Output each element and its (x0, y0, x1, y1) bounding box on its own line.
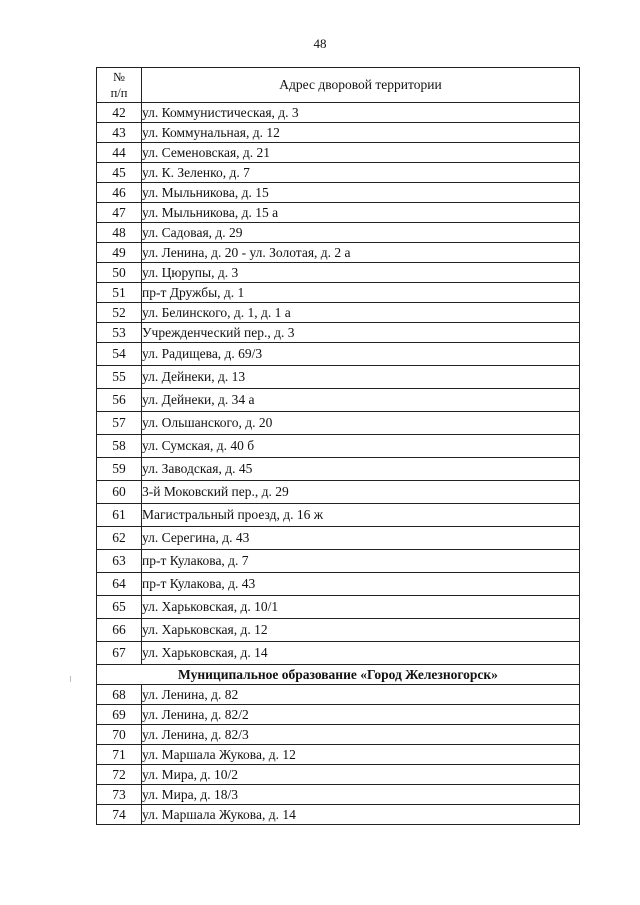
page-number: 48 (313, 36, 327, 51)
section-title: Муниципальное образование «Город Железногорск» (97, 665, 580, 685)
table-header-row (97, 68, 580, 103)
row-number: 60 (97, 481, 142, 504)
row-number: 46 (97, 183, 142, 203)
table-row (97, 504, 580, 527)
row-number: 51 (97, 283, 142, 303)
column-header-number-line1: № (113, 70, 125, 84)
table-body (97, 103, 580, 825)
row-number: 73 (97, 785, 142, 805)
table-row (97, 343, 580, 366)
row-address: Магистральный проезд, д. 16 ж (142, 504, 580, 527)
table-row (97, 143, 580, 163)
row-number: 69 (97, 705, 142, 725)
row-number: 52 (97, 303, 142, 323)
table-row (97, 765, 580, 785)
row-address: ул. Дейнеки, д. 13 (142, 366, 580, 389)
row-number: 44 (97, 143, 142, 163)
row-address: пр-т Кулакова, д. 43 (142, 573, 580, 596)
row-address: ул. Маршала Жукова, д. 14 (142, 805, 580, 825)
row-number: 49 (97, 243, 142, 263)
table-row (97, 596, 580, 619)
table-row (97, 550, 580, 573)
table-row (97, 745, 580, 765)
row-number: 56 (97, 389, 142, 412)
row-address: ул. Заводская, д. 45 (142, 458, 580, 481)
table-row (97, 412, 580, 435)
row-address: ул. Ольшанского, д. 20 (142, 412, 580, 435)
row-address: ул. Коммунальная, д. 12 (142, 123, 580, 143)
row-address: Учрежденческий пер., д. 3 (142, 323, 580, 343)
row-number: 54 (97, 343, 142, 366)
row-address: 3-й Моковский пер., д. 29 (142, 481, 580, 504)
row-address: ул. Белинского, д. 1, д. 1 а (142, 303, 580, 323)
row-number: 53 (97, 323, 142, 343)
row-number: 71 (97, 745, 142, 765)
table-row (97, 805, 580, 825)
column-header-number (97, 68, 142, 103)
row-number: 48 (97, 223, 142, 243)
row-number: 64 (97, 573, 142, 596)
table-row (97, 366, 580, 389)
table-row (97, 435, 580, 458)
table-row (97, 203, 580, 223)
row-number: 67 (97, 642, 142, 665)
row-address: ул. Харьковская, д. 10/1 (142, 596, 580, 619)
row-address: ул. Мира, д. 10/2 (142, 765, 580, 785)
table-row (97, 573, 580, 596)
row-number: 62 (97, 527, 142, 550)
table-row (97, 303, 580, 323)
table-row (97, 123, 580, 143)
row-address: ул. Маршала Жукова, д. 12 (142, 745, 580, 765)
table-row (97, 685, 580, 705)
row-address: ул. Садовая, д. 29 (142, 223, 580, 243)
table-row (97, 323, 580, 343)
row-address: ул. Харьковская, д. 14 (142, 642, 580, 665)
table-row (97, 725, 580, 745)
row-address: ул. Серегина, д. 43 (142, 527, 580, 550)
row-number: 55 (97, 366, 142, 389)
row-address: ул. Цюрупы, д. 3 (142, 263, 580, 283)
table-row (97, 705, 580, 725)
row-address: ул. К. Зеленко, д. 7 (142, 163, 580, 183)
row-address: ул. Семеновская, д. 21 (142, 143, 580, 163)
row-number: 58 (97, 435, 142, 458)
table-row (97, 389, 580, 412)
row-number: 43 (97, 123, 142, 143)
table-row (97, 642, 580, 665)
row-address: пр-т Дружбы, д. 1 (142, 283, 580, 303)
row-address: ул. Сумская, д. 40 б (142, 435, 580, 458)
column-header-number-line2: п/п (110, 86, 128, 100)
row-number: 66 (97, 619, 142, 642)
row-address: ул. Коммунистическая, д. 3 (142, 103, 580, 123)
table-row (97, 163, 580, 183)
row-address: ул. Мира, д. 18/3 (142, 785, 580, 805)
table-row (97, 283, 580, 303)
row-address: ул. Ленина, д. 20 - ул. Золотая, д. 2 а (142, 243, 580, 263)
section-row (97, 665, 580, 685)
row-address: ул. Ленина, д. 82/3 (142, 725, 580, 745)
row-address: ул. Ленина, д. 82 (142, 685, 580, 705)
table-row (97, 223, 580, 243)
row-address: ул. Мыльникова, д. 15 (142, 183, 580, 203)
row-number: 68 (97, 685, 142, 705)
row-address: ул. Ленина, д. 82/2 (142, 705, 580, 725)
row-number: 70 (97, 725, 142, 745)
row-number: 65 (97, 596, 142, 619)
row-address: ул. Радищева, д. 69/3 (142, 343, 580, 366)
row-number: 74 (97, 805, 142, 825)
table-row (97, 785, 580, 805)
row-address: ул. Харьковская, д. 12 (142, 619, 580, 642)
table-row (97, 263, 580, 283)
row-address: ул. Дейнеки, д. 34 а (142, 389, 580, 412)
table-row (97, 243, 580, 263)
row-number: 59 (97, 458, 142, 481)
row-number: 57 (97, 412, 142, 435)
row-number: 47 (97, 203, 142, 223)
table-row (97, 481, 580, 504)
row-number: 63 (97, 550, 142, 573)
table-row (97, 183, 580, 203)
table-row (97, 527, 580, 550)
row-number: 72 (97, 765, 142, 785)
row-number: 45 (97, 163, 142, 183)
margin-mark (70, 676, 71, 682)
table-row (97, 619, 580, 642)
row-address: ул. Мыльникова, д. 15 а (142, 203, 580, 223)
row-number: 50 (97, 263, 142, 283)
address-table (96, 67, 580, 825)
row-number: 61 (97, 504, 142, 527)
row-number: 42 (97, 103, 142, 123)
row-address: пр-т Кулакова, д. 7 (142, 550, 580, 573)
table-row (97, 458, 580, 481)
column-header-address: Адрес дворовой территории (142, 68, 580, 103)
table-row (97, 103, 580, 123)
